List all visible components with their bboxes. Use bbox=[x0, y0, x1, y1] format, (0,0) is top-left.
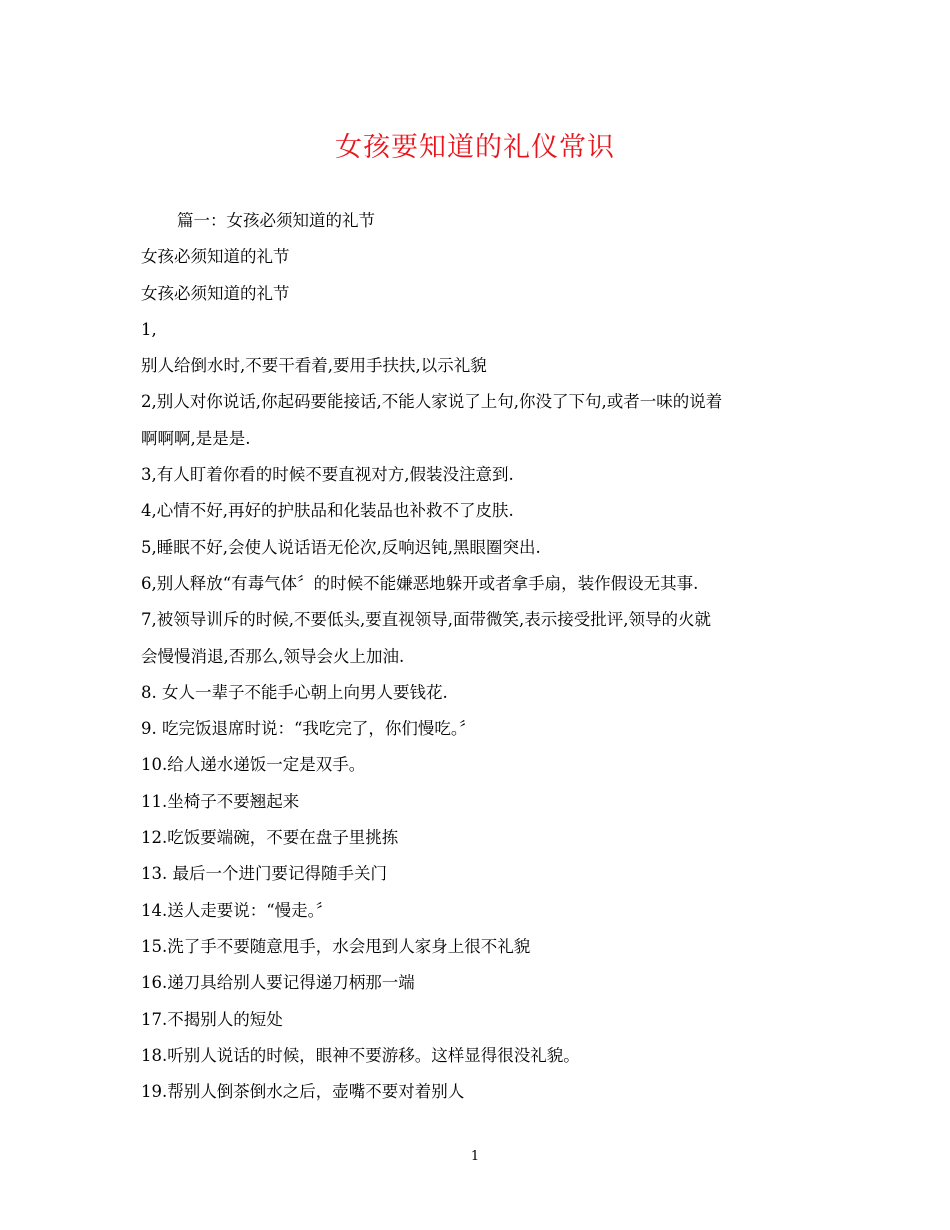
text-line: 1, bbox=[141, 319, 157, 339]
text-line: 8. 女人一辈子不能手心朝上向男人要钱花. bbox=[141, 682, 448, 702]
text-line: 2,别人对你说话,你起码要能接话,不能人家说了上句,你没了下句,或者一味的说着 bbox=[141, 392, 723, 412]
text-line: 6,别人释放“有毒气体〞的时候不能嫌恶地躲开或者拿手扇，装作假设无其事. bbox=[141, 573, 699, 593]
text-line: 会慢慢消退,否那么,领导会火上加油. bbox=[141, 646, 405, 666]
text-line: 18.听别人说话的时候，眼神不要游移。这样显得很没礼貌。 bbox=[141, 1045, 580, 1065]
text-line: 13. 最后一个进门要记得随手关门 bbox=[141, 864, 387, 884]
text-line: 4,心情不好,再好的护肤品和化装品也补救不了皮肤. bbox=[141, 501, 514, 521]
text-line: 12.吃饭要端碗，不要在盘子里挑拣 bbox=[141, 828, 399, 848]
text-line: 15.洗了手不要随意甩手，水会甩到人家身上很不礼貌 bbox=[141, 936, 531, 956]
text-line: 啊啊啊,是是是. bbox=[141, 428, 251, 448]
text-line: 5,睡眠不好,会使人说话语无伦次,反响迟钝,黑眼圈突出. bbox=[141, 537, 541, 557]
text-line: 17.不揭别人的短处 bbox=[141, 1009, 283, 1029]
text-line: 7,被领导训斥的时候,不要低头,要直视领导,面带微笑,表示接受批评,领导的火就 bbox=[141, 610, 711, 630]
document-body bbox=[141, 203, 821, 1110]
text-line: 别人给倒水时,不要干看着,要用手扶扶,以示礼貌 bbox=[141, 356, 487, 376]
page-title: 女孩要知道的礼仪常识 bbox=[335, 132, 615, 163]
text-line: 19.帮别人倒茶倒水之后，壶嘴不要对着别人 bbox=[141, 1082, 465, 1102]
text-line: 16.递刀具给别人要记得递刀柄那一端 bbox=[141, 973, 415, 993]
text-line: 3,有人盯着你看的时候不要直视对方,假装没注意到. bbox=[141, 465, 514, 485]
page-number: 1 bbox=[470, 1149, 480, 1164]
text-line: 女孩必须知道的礼节 bbox=[141, 247, 290, 267]
text-line: 14.送人走要说：“慢走。〞 bbox=[141, 900, 333, 920]
text-line: 9. 吃完饭退席时说：“我吃完了，你们慢吃。〞 bbox=[141, 719, 476, 739]
text-line: 11.坐椅子不要翘起来 bbox=[141, 791, 300, 811]
text-line: 10.给人递水递饭一定是双手。 bbox=[141, 755, 366, 775]
section-heading: 篇一：女孩必须知道的礼节 bbox=[177, 211, 375, 230]
text-line: 女孩必须知道的礼节 bbox=[141, 283, 290, 303]
